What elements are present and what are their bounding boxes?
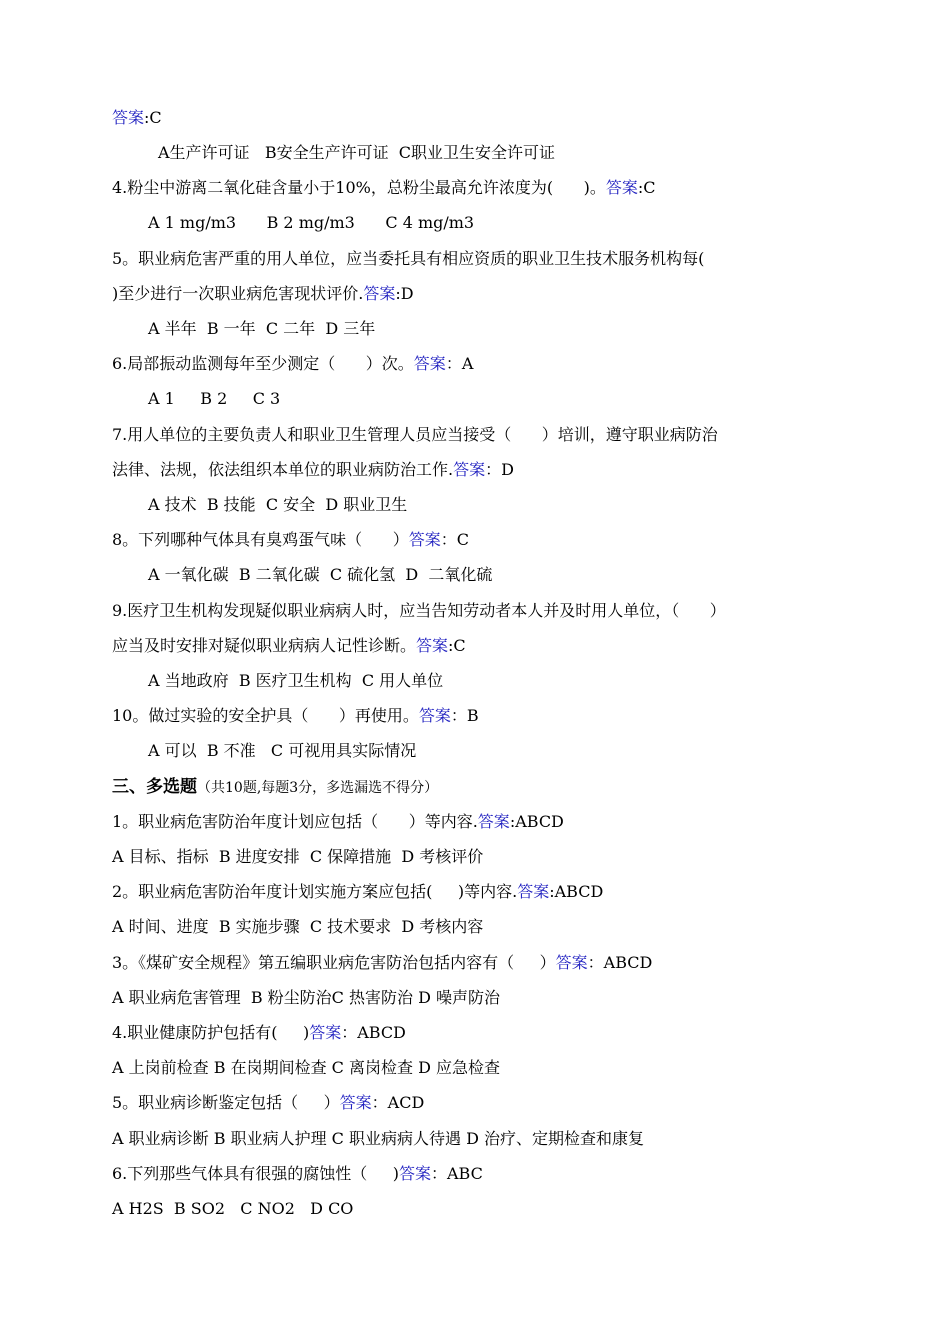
- question-line: [112, 1092, 424, 1114]
- answer-value: ：ABC: [430, 1164, 483, 1183]
- question-line: [112, 459, 514, 481]
- answer-value: :C: [637, 178, 656, 197]
- answer-value: :C: [144, 108, 162, 127]
- question-text: 4.粉尘中游离二氧化硅含量小于10%，总粉尘最高允许浓度为( )。: [112, 178, 606, 197]
- answer-value: :C: [448, 636, 466, 655]
- answer-label: 答案: [363, 284, 396, 303]
- option-line: A 半年 B 一年 C 二年 D 三年: [148, 319, 376, 338]
- answer-label: 答案: [453, 460, 486, 479]
- question-text: 2。职业病危害防治年度计划实施方案应包括( )等内容.: [112, 882, 518, 901]
- answer-value: ：ABCD: [341, 1023, 406, 1042]
- question-line: 9.医疗卫生机构发现疑似职业病病人时，应当告知劳动者本人并及时用人单位，（ ）: [112, 601, 726, 620]
- question-line: [112, 705, 479, 727]
- option-line: A 1 B 2 C 3: [148, 389, 281, 408]
- question-text: 应当及时安排对疑似职业病病人记性诊断。: [112, 636, 417, 655]
- question-line: [112, 635, 466, 657]
- section-heading: [112, 776, 438, 798]
- answer-label: 答案: [418, 706, 451, 725]
- answer-line: [112, 107, 162, 129]
- answer-value: :ABCD: [549, 882, 604, 901]
- option-line: A 上岗前检查 B 在岗期间检查 C 离岗检查 D 应急检查: [112, 1058, 500, 1077]
- answer-value: ：B: [450, 706, 479, 725]
- question-line: [112, 952, 652, 974]
- question-text: 3。《煤矿安全规程》第五编职业病危害防治包括内容有（ ）: [112, 953, 556, 972]
- question-line: [112, 177, 656, 199]
- answer-value: ：C: [440, 530, 469, 549]
- question-line: [112, 881, 603, 903]
- answer-label: 答案: [477, 812, 510, 831]
- option-line: A 技术 B 技能 C 安全 D 职业卫生: [148, 495, 408, 514]
- section-title: 三、多选题: [112, 777, 197, 797]
- answer-label: 答案: [413, 354, 446, 373]
- option-line: A 目标、指标 B 进度安排 C 保障措施 D 考核评价: [112, 847, 484, 866]
- question-line: [112, 1022, 406, 1044]
- answer-label: 答案: [555, 953, 588, 972]
- section-note: （共10题,每题3分，多选漏选不得分）: [197, 780, 439, 796]
- question-text: 1。职业病危害防治年度计划应包括（ ）等内容.: [112, 812, 478, 831]
- answer-value: :ABCD: [509, 812, 564, 831]
- question-text: 4.职业健康防护包括有( ): [112, 1023, 310, 1042]
- question-line: [112, 353, 473, 375]
- question-line: [112, 529, 469, 551]
- answer-value: ：ABCD: [587, 953, 653, 972]
- answer-label: 答案: [339, 1093, 372, 1112]
- question-line: [112, 283, 414, 305]
- option-line: A 1 mg/m3 B 2 mg/m3 C 4 mg/m3: [148, 213, 475, 232]
- question-line: 5。职业病危害严重的用人单位，应当委托具有相应资质的职业卫生技术服务机构每(: [112, 249, 705, 268]
- question-text: 8。下列哪种气体具有臭鸡蛋气味（ ）: [112, 530, 409, 549]
- question-text: 10。做过实验的安全护具（ ）再使用。: [112, 706, 419, 725]
- answer-value: :D: [395, 284, 414, 303]
- answer-value: ：D: [485, 460, 514, 479]
- answer-label: 答案: [605, 178, 638, 197]
- answer-label: 答案: [112, 108, 145, 127]
- question-line: [112, 1163, 483, 1185]
- option-line: A 职业病诊断 B 职业病人护理 C 职业病病人待遇 D 治疗、定期检查和康复: [112, 1129, 644, 1148]
- question-text: 5。职业病诊断鉴定包括（ ）: [112, 1093, 340, 1112]
- question-line: 7.用人单位的主要负责人和职业卫生管理人员应当接受（ ）培训，遵守职业病防治: [112, 425, 718, 444]
- answer-label: 答案: [309, 1023, 342, 1042]
- answer-value: ：A: [445, 354, 474, 373]
- question-line: [112, 811, 564, 833]
- option-line: A 时间、进度 B 实施步骤 C 技术要求 D 考核内容: [112, 917, 484, 936]
- answer-label: 答案: [517, 882, 550, 901]
- answer-label: 答案: [408, 530, 441, 549]
- option-line: A H2S B SO2 C NO2 D CO: [112, 1199, 354, 1218]
- question-text: 法律、法规，依法组织本单位的职业病防治工作.: [112, 460, 454, 479]
- option-line: A 可以 B 不准 C 可视用具实际情况: [148, 741, 417, 760]
- question-text: 6.局部振动监测每年至少测定（ ）次。: [112, 354, 414, 373]
- question-text: )至少进行一次职业病危害现状评价.: [112, 284, 364, 303]
- answer-label: 答案: [398, 1164, 431, 1183]
- option-line: A 当地政府 B 医疗卫生机构 C 用人单位: [148, 671, 444, 690]
- question-text: 6.下列那些气体具有很强的腐蚀性（ ): [112, 1164, 399, 1183]
- option-line: A生产许可证 B安全生产许可证 C职业卫生安全许可证: [158, 143, 555, 162]
- answer-value: ：ACD: [371, 1093, 425, 1112]
- answer-label: 答案: [416, 636, 449, 655]
- option-line: A 职业病危害管理 B 粉尘防治C 热害防治 D 噪声防治: [112, 988, 500, 1007]
- option-line: A 一氧化碳 B 二氧化碳 C 硫化氢 D 二氧化硫: [148, 565, 493, 584]
